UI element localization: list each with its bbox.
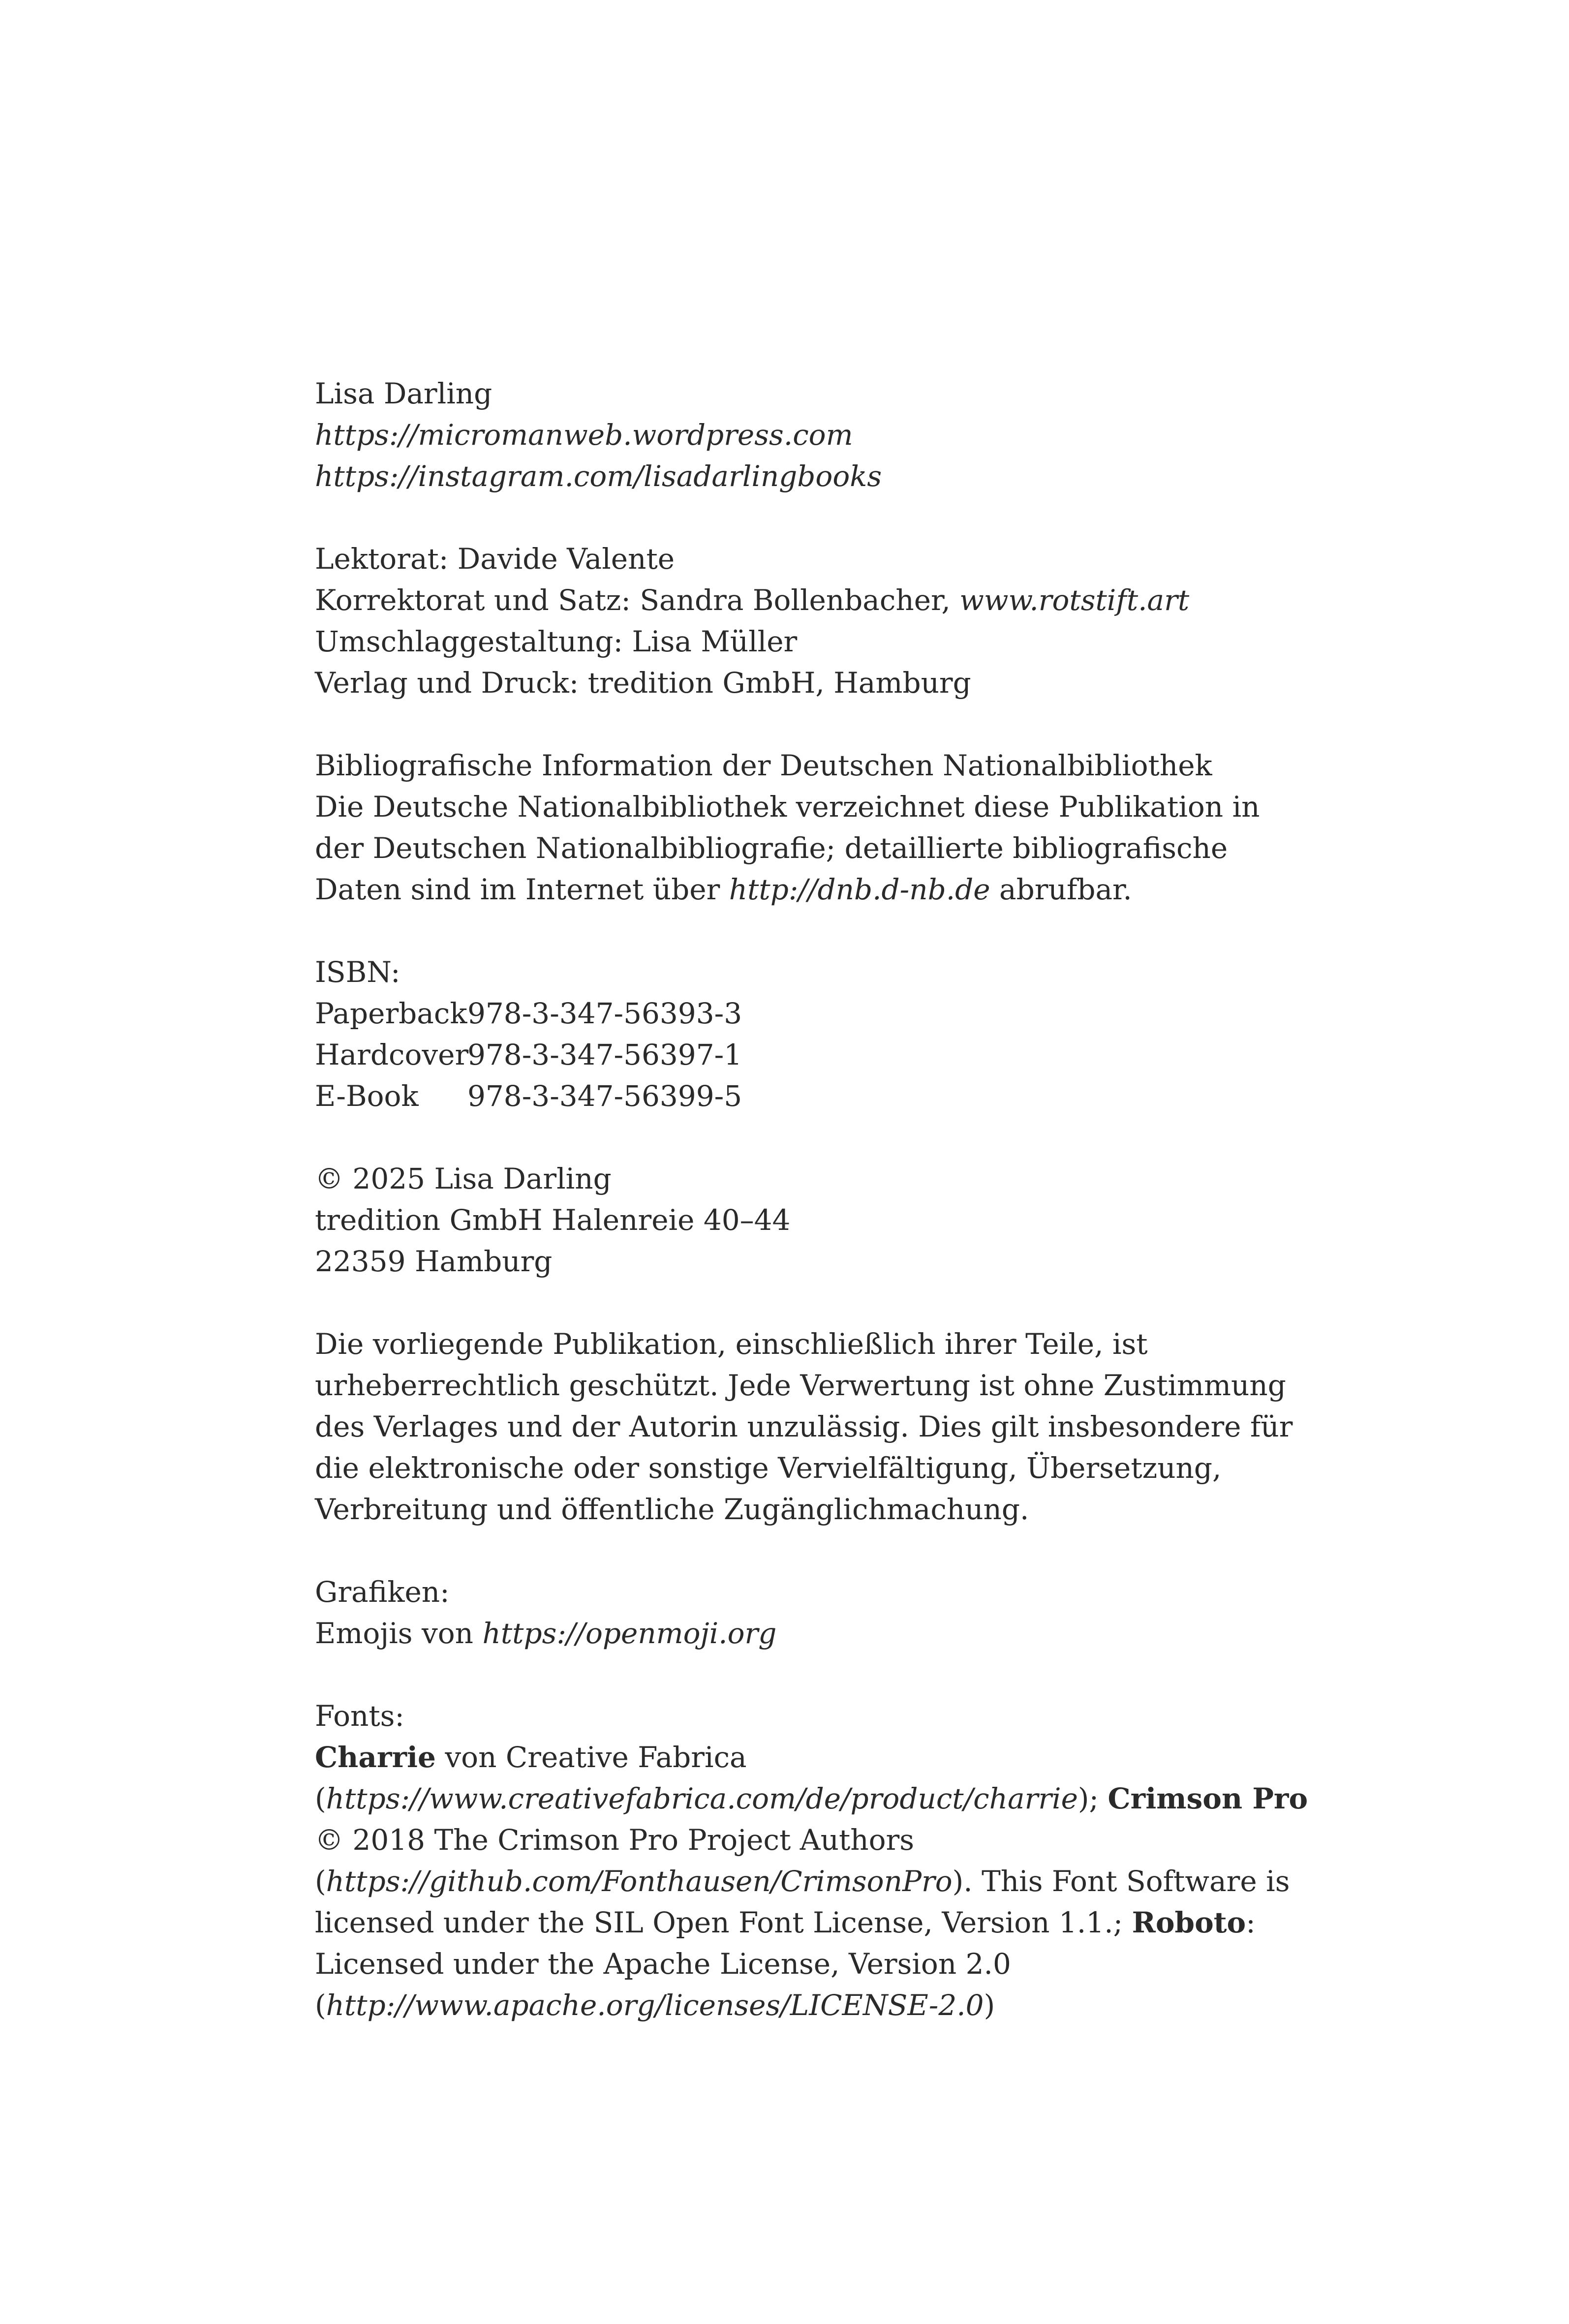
credits-block (315, 538, 1309, 703)
font-text: ); (1077, 1782, 1108, 1815)
isbn-block (315, 951, 1309, 1117)
font-name-charrie: Charrie (315, 1741, 436, 1774)
graphics-block (315, 1571, 1309, 1654)
isbn-value: 978-3-347-56399-5 (467, 1079, 742, 1113)
bibliography-text-before: Die Deutsche Nationalbibliothek verzeichnet diese Publikation in der Deutschen Nationalbibliografie; detaillierte bibliografische Daten sind im Internet über (315, 790, 1260, 906)
font-name-roboto: Roboto (1132, 1906, 1246, 1939)
publisher-street: tredition GmbH Halenreie 40–44 (315, 1203, 791, 1237)
fonts-block (315, 1695, 1309, 2026)
isbn-label: Paperback (315, 997, 467, 1030)
isbn-value: 978-3-347-56393-3 (467, 997, 742, 1030)
crimson-pro-link[interactable]: https://github.com/Fonthausen/CrimsonPro (326, 1865, 953, 1898)
font-name-crimson-pro: Crimson Pro (1108, 1782, 1308, 1815)
isbn-value: 978-3-347-56397-1 (467, 1038, 742, 1071)
credit-korrektorat (315, 580, 1309, 621)
author-website-link[interactable]: https://micromanweb.wordpress.com (315, 418, 853, 452)
dnb-link[interactable]: http://dnb.d-nb.de (729, 873, 990, 906)
credit-umschlag: Umschlaggestaltung: Lisa Müller (315, 625, 798, 658)
credit-korrektorat-text: Korrektorat und Satz: Sandra Bollenbacher, (315, 583, 960, 617)
bibliography-heading: Bibliografische Information der Deutschen Nationalbibliothek (315, 749, 1212, 782)
font-text: ) (984, 1988, 995, 2022)
graphics-credit-text: Emojis von (315, 1617, 483, 1650)
credit-lektorat: Lektorat: Davide Valente (315, 542, 675, 576)
bibliography-text-after: abrufbar. (990, 873, 1132, 906)
rights-text: Die vorliegende Publikation, einschließlich ihrer Teile, ist urheberrechtlich geschützt. Jede Verwertung ist ohne Zustimmung des Verlages und der Autorin unzulässig. Dies gilt insbesondere für die elektronische oder sonstige Vervielfältigung, Übersetzung, Verbreitung und öffentliche Zugänglichmachung. (315, 1327, 1293, 1526)
isbn-heading: ISBN: (315, 955, 400, 989)
font-text: ). This Font Software is licensed under the SIL Open Font License, Version 1.1.; (315, 1865, 1290, 1939)
isbn-row-ebook (315, 1075, 1309, 1117)
graphics-heading: Grafiken: (315, 1575, 450, 1609)
isbn-label: Hardcover (315, 1038, 469, 1071)
korrektorat-url-link[interactable]: www.rotstift.art (959, 583, 1190, 617)
fonts-text (315, 1737, 1309, 2026)
apache-license-link[interactable]: http://www.apache.org/licenses/LICENSE-2.0 (326, 1988, 984, 2022)
isbn-label: E-Book (315, 1079, 419, 1113)
font-text: von Creative Fabrica ( (315, 1741, 747, 1815)
bibliography-block (315, 745, 1309, 910)
isbn-row-hardcover (315, 1034, 1309, 1075)
author-block (315, 373, 1309, 497)
fonts-heading: Fonts: (315, 1699, 404, 1733)
openmoji-link[interactable]: https://openmoji.org (482, 1617, 777, 1650)
imprint-page (315, 373, 1309, 2067)
font-text: : Licensed under the Apache License, Version 2.0 ( (315, 1906, 1256, 2022)
font-text: © 2018 The Crimson Pro Project Authors ( (315, 1823, 915, 1898)
author-instagram-link[interactable]: https://instagram.com/lisadarlingbooks (315, 459, 882, 493)
graphics-credit (315, 1613, 1309, 1654)
publisher-city: 22359 Hamburg (315, 1245, 553, 1278)
author-name: Lisa Darling (315, 377, 492, 410)
copyright-line: © 2025 Lisa Darling (315, 1162, 612, 1195)
charrie-link[interactable]: https://www.creativefabrica.com/de/product/charrie (326, 1782, 1078, 1815)
credit-verlag: Verlag und Druck: tredition GmbH, Hamburg (315, 666, 971, 700)
rights-block (315, 1323, 1309, 1530)
isbn-row-paperback (315, 993, 1309, 1034)
bibliography-text (315, 786, 1309, 910)
copyright-block (315, 1158, 1309, 1282)
